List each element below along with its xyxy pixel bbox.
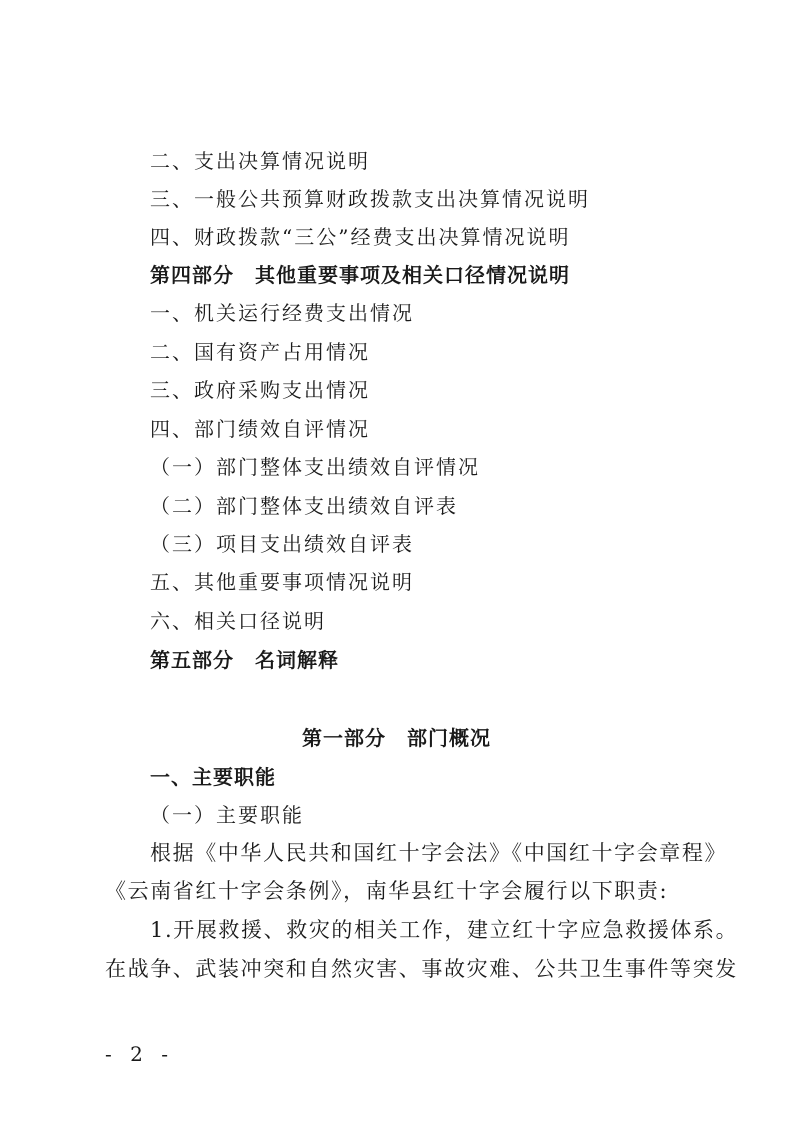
toc-part-four-heading: 第四部分 其他重要事项及相关口径情况说明 xyxy=(150,263,570,287)
toc-item-government-procurement: 三、政府采购支出情况 xyxy=(150,378,370,402)
paragraph-line-3: 1.开展救援、救灾的相关工作，建立红十字应急救援体系。 xyxy=(150,918,739,942)
toc-item-other-matters: 五、其他重要事项情况说明 xyxy=(150,570,414,594)
toc-subitem-overall-evaluation: （一）部门整体支出绩效自评情况 xyxy=(150,455,480,479)
toc-item-state-assets: 二、国有资产占用情况 xyxy=(150,340,370,364)
section-subheading: （一）主要职能 xyxy=(150,803,304,827)
paragraph-line-2: 《云南省红十字会条例》，南华县红十字会履行以下职责: xyxy=(105,879,669,903)
toc-item-expenditure-final-accounts: 二、支出决算情况说明 xyxy=(150,149,370,173)
paragraph-line-4: 在战争、武装冲突和自然灾害、事故灾难、公共卫生事件等突发 xyxy=(105,957,738,981)
section-heading: 一、主要职能 xyxy=(150,765,276,789)
paragraph-line-1: 根据《中华人民共和国红十字会法》《中国红十字会章程》 xyxy=(150,841,728,865)
toc-part-five-heading: 第五部分 名词解释 xyxy=(150,648,339,672)
section-title: 第一部分 部门概况 xyxy=(302,726,491,750)
toc-item-operating-expenses: 一、机关运行经费支出情况 xyxy=(150,301,414,325)
toc-item-three-public-expenses: 四、财政拨款“三公”经费支出决算情况说明 xyxy=(150,225,571,249)
toc-item-general-budget-expenditure: 三、一般公共预算财政拨款支出决算情况说明 xyxy=(150,187,590,211)
toc-item-performance-self-evaluation: 四、部门绩效自评情况 xyxy=(150,417,370,441)
toc-subitem-project-evaluation-table: （三）项目支出绩效自评表 xyxy=(150,532,414,556)
page-number: - 2 - xyxy=(105,1042,174,1066)
toc-item-related-definitions: 六、相关口径说明 xyxy=(150,609,326,633)
toc-subitem-overall-evaluation-table: （二）部门整体支出绩效自评表 xyxy=(150,494,458,518)
